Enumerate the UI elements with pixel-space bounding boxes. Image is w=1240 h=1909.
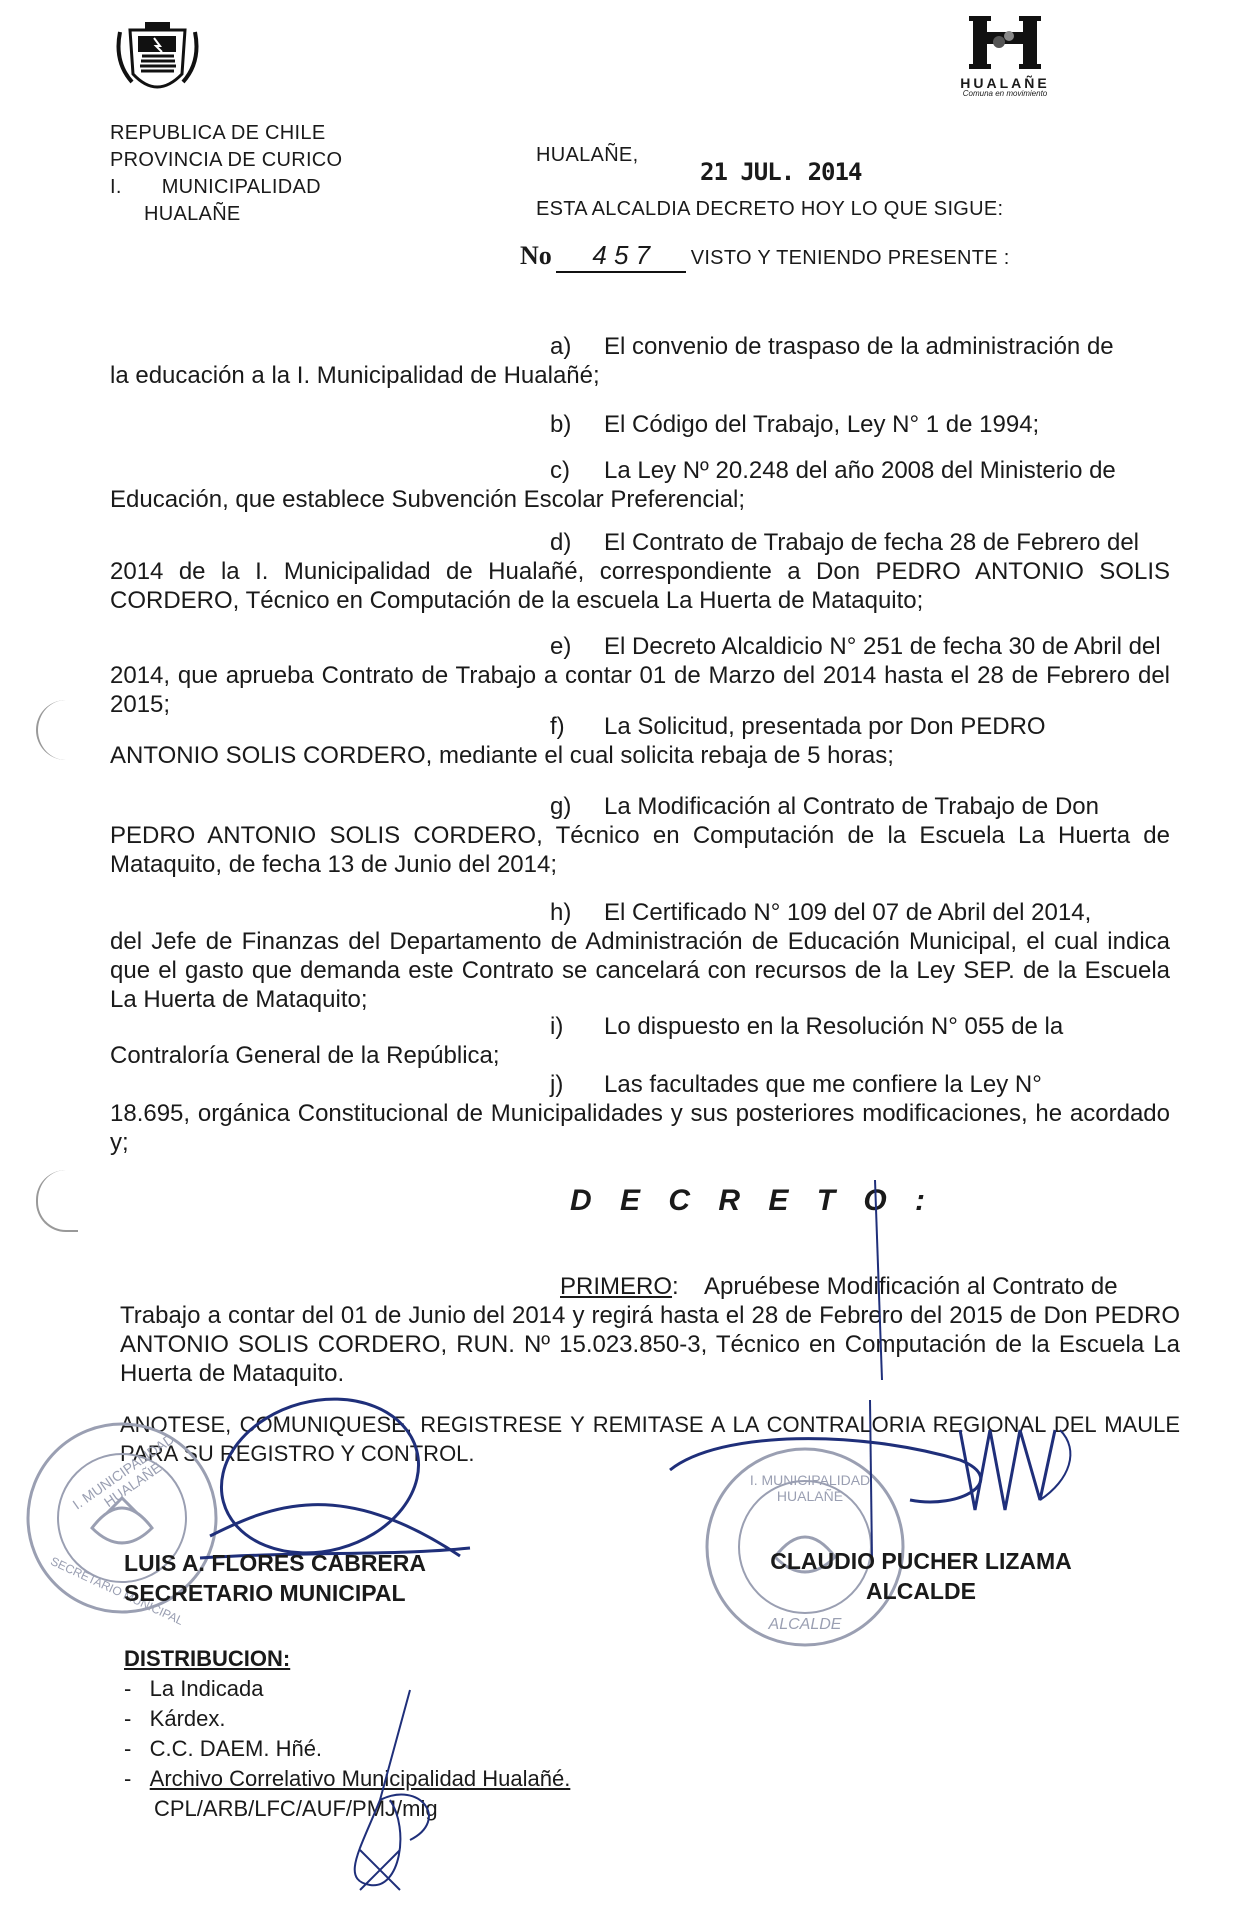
consideration-text: Educación, que establece Subvención Escolar Preferencial; <box>110 486 746 513</box>
consideration-text: El Certificado N° 109 del 07 de Abril del 2014, <box>604 899 1092 926</box>
mayor-block <box>756 1546 1086 1606</box>
number-prefix: No <box>520 241 552 270</box>
secretary-seal-text: I. MUNICIPALIDAD HUALAÑE <box>69 1430 178 1513</box>
consideration-text: El convenio de traspaso de la administración de <box>604 333 1114 360</box>
primero-text: Apruébese Modificación al Contrato de <box>704 1273 1118 1300</box>
consideration-text: El Contrato de Trabajo de fecha 28 de Febrero del <box>604 529 1140 556</box>
consideration-text: La Ley Nº 20.248 del año 2008 del Ministerio de <box>604 457 1116 484</box>
secretary-seal-sub: SECRETARIO MUNICIPAL <box>48 1554 186 1628</box>
mayor-name: CLAUDIO PUCHER LIZAMA <box>770 1548 1072 1574</box>
consideration-text: ANTONIO SOLIS CORDERO, mediante el cual solicita rebaja de 5 horas; <box>110 742 894 769</box>
consideration-f: f) La Solicitud, presentada por Don PEDRO ANTONIO SOLIS CORDERO, mediante el cual solicita rebaja de 5 horas; <box>110 712 1170 770</box>
secretary-block <box>124 1548 426 1608</box>
secretary-title: SECRETARIO MUNICIPAL <box>124 1580 406 1606</box>
issuer-block <box>110 120 430 228</box>
primero-text: Trabajo a contar del 01 de Junio del 2014 y regirá hasta el 28 de Febrero del 2015 de Don PEDRO ANTONIO SOLIS CORDERO, RUN. Nº 15.023.850-3, Técnico en Computación de la Escuela La Huerta de Mataquito. <box>120 1302 1180 1387</box>
consideration-text: 18.695, orgánica Constitucional de Municipalidades y sus posteriores modificaciones, he acordado y; <box>110 1100 1170 1156</box>
hualane-logo <box>940 12 1070 112</box>
decree-number-line <box>520 240 1010 273</box>
punch-mark <box>36 1170 78 1232</box>
distribution-initials: CPL/ARB/LFC/AUF/PMJ/mig <box>154 1796 438 1821</box>
list-item: - C.C. DAEM. Hñé. <box>124 1736 323 1761</box>
date-stamp: 21 JUL. 2014 <box>700 158 862 186</box>
consideration-g: g) La Modificación al Contrato de Trabajo de Don PEDRO ANTONIO SOLIS CORDERO, Técnico en Computación de la Escuela La Huerta de Mataquito, de fecha 13 de Junio del 2014; <box>110 793 1170 878</box>
municipality-line: I. MUNICIPALIDAD <box>110 176 321 198</box>
consideration-a: a) El convenio de traspaso de la administración de la educación a la I. Municipalidad de Hualañé; <box>110 332 1170 390</box>
distribution-title: DISTRIBUCION: <box>124 1646 291 1671</box>
consideration-c: c) La Ley Nº 20.248 del año 2008 del Ministerio de Educación, que establece Subvención Escolar Preferencial; <box>110 456 1170 514</box>
consideration-e: e) El Decreto Alcaldicio N° 251 de fecha 30 de Abril del 2014, que aprueba Contrato de Trabajo a contar 01 de Marzo del 2014 hasta el 28 de Febrero del 2015; <box>110 633 1170 718</box>
consideration-b: b) El Código del Trabajo, Ley N° 1 de 1994; <box>550 411 1040 438</box>
decree-number: 4 5 7 <box>556 240 686 273</box>
consideration-text: Contraloría General de la República; <box>110 1042 500 1069</box>
consideration-text: del Jefe de Finanzas del Departamento de Administración de Educación Municipal, el cual indica que el gasto que demanda este Contrato se cancelará con recursos de la Ley SEP. de la Escuela La Huerta de Mataquito; <box>110 928 1170 1013</box>
consideration-text: El Decreto Alcaldicio N° 251 de fecha 30 de Abril del <box>604 633 1161 660</box>
decreto-title: D E C R E T O : <box>570 1184 936 1217</box>
consideration-d: d) El Contrato de Trabajo de fecha 28 de Febrero del 2014 de la I. Municipalidad de Hualañé, correspondiente a Don PEDRO ANTONIO SOLIS CORDERO, Técnico en Computación de la escuela La Huerta de Mataquito; <box>110 529 1170 614</box>
consideration-text: Las facultades que me confiere la Ley N° <box>604 1071 1042 1098</box>
list-item: - Kárdex. <box>124 1706 226 1731</box>
mayor-seal-sub: ALCALDE <box>768 1616 842 1633</box>
consideration-h: h) El Certificado N° 109 del 07 de Abril del 2014, del Jefe de Finanzas del Departamento de Administración de Educación Municipal, el cual indica que el gasto que demanda este Contrato se cancelará con recursos de la Ley SEP. de la Escuela La Huerta de Mataquito; <box>110 899 1170 1013</box>
primero-article: PRIMERO: Apruébese Modificación al Contrato de Trabajo a contar del 01 de Junio del 2014 y regirá hasta el 28 de Febrero del 2015 de Don PEDRO ANTONIO SOLIS CORDERO, RUN. Nº 15.023.850-3, Técnico en Computación de la Escuela La Huerta de Mataquito. <box>120 1273 1180 1387</box>
province-line: PROVINCIA DE CURICO <box>110 149 343 171</box>
logo-tagline: Comuna en movimiento <box>962 89 1048 98</box>
punch-mark <box>36 700 78 760</box>
hualane-logo-mark <box>965 12 1045 72</box>
mayor-title: ALCALDE <box>866 1578 976 1604</box>
consideration-text: El Código del Trabajo, Ley N° 1 de 1994; <box>604 411 1040 438</box>
secretary-name: LUIS A. FLORES CABRERA <box>124 1550 426 1576</box>
consideration-i: i) Lo dispuesto en la Resolución N° 055 de la Contraloría General de la República; <box>110 1012 1170 1070</box>
consideration-text: 2014, que aprueba Contrato de Trabajo a contar 01 de Marzo del 2014 hasta el 28 de Febrero del 2015; <box>110 662 1170 718</box>
primero-label: PRIMERO <box>560 1273 673 1300</box>
consideration-text: Lo dispuesto en la Resolución N° 055 de la <box>604 1013 1064 1040</box>
consideration-text: La Modificación al Contrato de Trabajo de Don <box>604 793 1099 820</box>
city-line: HUALAÑE <box>144 203 241 225</box>
logo-name: HUALAÑE <box>960 75 1050 91</box>
consideration-j: j) Las facultades que me confiere la Ley N° 18.695, orgánica Constitucional de Municipalidades y sus posteriores modificaciones, he acordado y; <box>110 1071 1170 1156</box>
announcement-line: ESTA ALCALDIA DECRETO HOY LO QUE SIGUE: <box>536 198 1004 220</box>
mayor-seal-text: I. MUNICIPALIDAD HUALAÑE <box>749 1472 871 1504</box>
visto-line: VISTO Y TENIENDO PRESENTE : <box>690 247 1010 269</box>
list-item: - Archivo Correlativo Municipalidad Hualañé. <box>124 1766 571 1791</box>
consideration-text: La Solicitud, presentada por Don PEDRO <box>604 713 1046 740</box>
initials-scribble <box>320 1680 480 1900</box>
coat-of-arms-logo <box>110 22 205 100</box>
place-label: HUALAÑE, <box>536 144 639 166</box>
consideration-text: la educación a la I. Municipalidad de Hualañé; <box>110 362 600 389</box>
country-line: REPUBLICA DE CHILE <box>110 122 326 144</box>
consideration-text: PEDRO ANTONIO SOLIS CORDERO, Técnico en Computación de la Escuela La Huerta de Mataquito, de fecha 13 de Junio del 2014; <box>110 822 1170 878</box>
closing-paragraph: ANOTESE, COMUNIQUESE, REGISTRESE Y REMITASE A LA CONTRALORIA REGIONAL DEL MAULE PARA SU REGISTRO Y CONTROL. <box>120 1412 1180 1466</box>
consideration-text: 2014 de la I. Municipalidad de Hualañé, correspondiente a Don PEDRO ANTONIO SOLIS CORDERO, Técnico en Computación de la escuela La Huerta de Mataquito; <box>110 558 1170 614</box>
list-item: - La Indicada <box>124 1676 264 1701</box>
mayor-signature <box>660 1180 1100 1560</box>
